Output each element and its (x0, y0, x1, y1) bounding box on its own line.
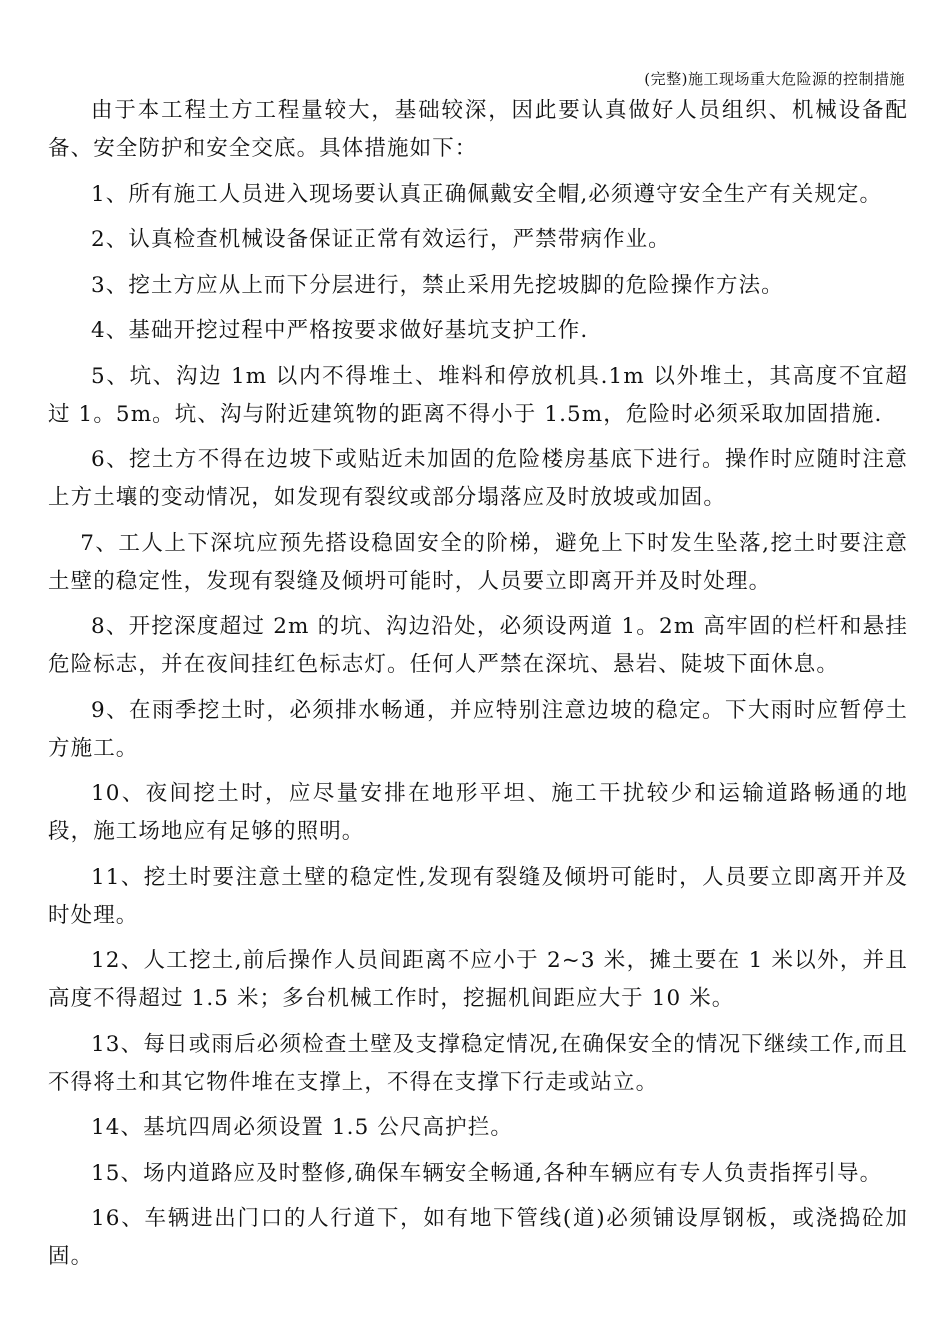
measure-item-3: 3、挖土方应从上而下分层进行，禁止采用先挖坡脚的危险操作方法。 (91, 272, 784, 298)
intro-paragraph: 由于本工程土方工程量较大，基础较深，因此要认真做好人员组织、机械设备配备、安全防护和安全交底。具体措施如下： (48, 98, 908, 161)
measure-item-4: 4、基础开挖过程中严格按要求做好基坑支护工作. (91, 318, 589, 343)
measure-item-8: 8、开挖深度超过 2m 的坑、沟边沿处，必须设两道 1。2m 高牢固的栏杆和悬挂危险标志，并在夜间挂红色标志灯。任何人严禁在深坑、悬岩、陡坡下面休息。 (48, 614, 908, 677)
measure-item-2: 2、认真检查机械设备保证正常有效运行，严禁带病作业。 (91, 227, 671, 252)
measure-item-1: 1、所有施工人员进入现场要认真正确佩戴安全帽,必须遵守安全生产有关规定。 (91, 181, 883, 207)
measure-item-6: 6、挖土方不得在边坡下或贴近未加固的危险楼房基底下进行。操作时应随时注意上方土壤的变动情况，如发现有裂纹或部分塌落应及时放坡或加固。 (48, 447, 908, 510)
measure-item-10: 10、夜间挖土时，应尽量安排在地形平坦、施工干扰较少和运输道路畅通的地段，施工场地应有足够的照明。 (48, 781, 908, 844)
measure-item-16: 16、车辆进出门口的人行道下，如有地下管线(道)必须铺设厚钢板，或浇捣砼加固。 (48, 1206, 908, 1269)
measure-item-12: 12、人工挖土,前后操作人员间距离不应小于 2~3 米，摊土要在 1 米以外，并且高度不得超过 1.5 米；多台机械工作时，挖掘机间距应大于 10 米。 (48, 948, 908, 1011)
measure-item-5: 5、坑、沟边 1m 以内不得堆土、堆料和停放机具.1m 以外堆土，其高度不宜超过 1。5m。坑、沟与附近建筑物的距离不得小于 1.5m，危险时必须采取加固措施. (48, 363, 908, 427)
page-header-title: (完整)施工现场重大危险源的控制措施 (644, 70, 905, 88)
measure-item-7: 7、工人上下深坑应预先搭设稳固安全的阶梯，避免上下时发生坠落,挖土时要注意土壁的稳定性，发现有裂缝及倾坍可能时，人员要立即离开并及时处理。 (48, 530, 908, 594)
document-body (48, 92, 908, 1284)
measure-item-13: 13、每日或雨后必须检查土壁及支撑稳定情况,在确保安全的情况下继续工作,而且不得将土和其它物件堆在支撑上，不得在支撑下行走或站立。 (48, 1031, 908, 1095)
measure-item-15: 15、场内道路应及时整修,确保车辆安全畅通,各种车辆应有专人负责指挥引导。 (91, 1160, 883, 1186)
measure-item-9: 9、在雨季挖土时，必须排水畅通，并应特别注意边坡的稳定。下大雨时应暂停土方施工。 (48, 697, 908, 761)
measure-item-11: 11、挖土时要注意土壁的稳定性,发现有裂缝及倾坍可能时，人员要立即离开并及时处理。 (48, 864, 908, 928)
measure-item-14: 14、基坑四周必须设置 1.5 公尺高护拦。 (91, 1115, 513, 1140)
